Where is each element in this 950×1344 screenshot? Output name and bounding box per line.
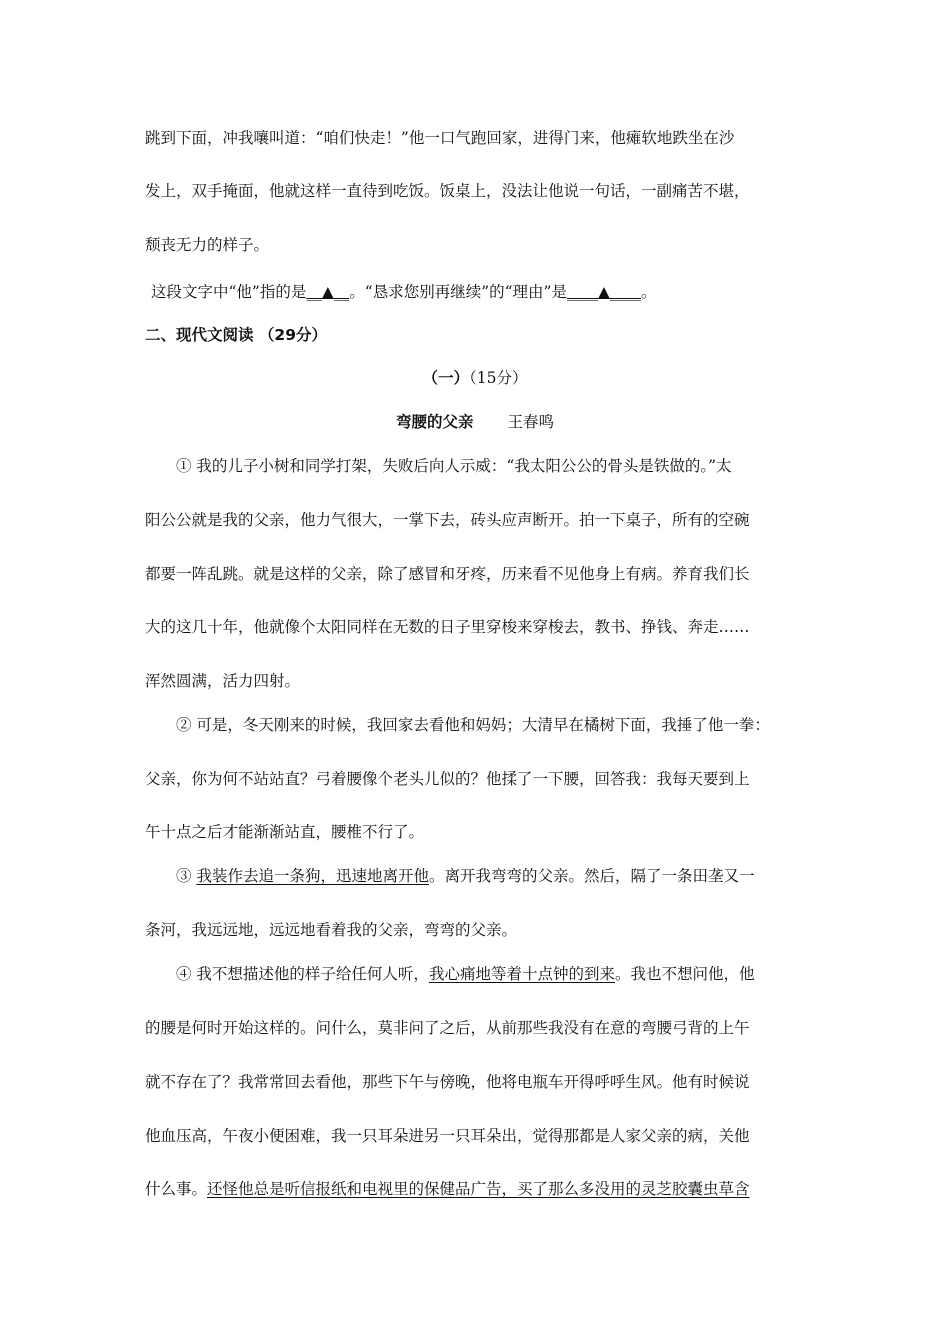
answer-blank-2[interactable]: ____▲____ bbox=[566, 283, 641, 301]
p2-line-1: ② 可是，冬天刚来的时候，我回家去看他和妈妈；大清早在橘树下面，我捶了他一拳： bbox=[176, 716, 770, 734]
question-part1: 这段文字中“他”指的是 bbox=[151, 283, 307, 301]
section-score: （29分） bbox=[258, 326, 327, 344]
p3-number: ③ bbox=[176, 867, 197, 885]
p4-underlined-sentence-1: 我心痛地等着十点钟的到来 bbox=[428, 965, 615, 983]
prev-line-1: 跳到下面，冲我嚷叫道：“咱们快走！”他一口气跑回家，进得门来，他瘫软地跌坐在沙 bbox=[145, 129, 735, 147]
p4-text-a: ④ 我不想描述他的样子给任何人听， bbox=[176, 965, 429, 983]
p2-line-2: 父亲，你为何不站站直？弓着腰像个老头儿似的？他揉了一下腰，回答我：我每天要到上 bbox=[145, 770, 750, 788]
question-part3: 。 bbox=[640, 283, 657, 301]
article-title: 弯腰的父亲 bbox=[395, 413, 474, 431]
prev-line-2: 发上，双手掩面，他就这样一直待到吃饭。饭桌上，没法让他说一句话，一副痛苦不堪， bbox=[145, 182, 750, 200]
question-line bbox=[151, 282, 656, 302]
p4-text-c: 什么事。 bbox=[145, 1180, 208, 1198]
p1-line-5: 浑然圆满，活力四射。 bbox=[145, 672, 301, 690]
p2-line-3: 午十点之后才能渐渐站直，腰椎不行了。 bbox=[145, 823, 425, 841]
p1-line-2: 阳公公就是我的父亲，他力气很大，一掌下去，砖头应声断开。拍一下桌子，所有的空碗 bbox=[145, 511, 750, 529]
subsection-score: （15分） bbox=[469, 369, 528, 387]
p4-line-5 bbox=[145, 1179, 750, 1199]
subsection-label: （一） bbox=[422, 369, 470, 387]
subsection-heading bbox=[0, 368, 950, 388]
section-heading bbox=[145, 325, 327, 345]
prev-line-3: 颓丧无力的样子。 bbox=[145, 236, 270, 254]
p4-line-1 bbox=[176, 964, 754, 984]
question-part2: 。“恳求您别再继续”的“理由”是 bbox=[349, 283, 567, 301]
p1-line-3: 都要一阵乱跳。就是这样的父亲，除了感冒和牙疼，历来看不见他身上有病。养育我们长 bbox=[145, 565, 750, 583]
p3-rest: 。离开我弯弯的父亲。然后，隔了一条田垄又一 bbox=[428, 867, 755, 885]
answer-blank-1[interactable]: __▲__ bbox=[306, 283, 350, 301]
p3-underlined-sentence: 我装作去追一条狗，迅速地离开他 bbox=[196, 867, 429, 885]
p4-text-b: 。我也不想问他，他 bbox=[614, 965, 755, 983]
p1-line-1: ① 我的儿子小树和同学打架，失败后向人示威：“我太阳公公的骨头是铁做的。”太 bbox=[176, 457, 732, 475]
p4-line-2: 的腰是何时开始这样的。问什么，莫非问了之后，从前那些我没有在意的弯腰弓背的上午 bbox=[145, 1019, 750, 1037]
article-heading bbox=[0, 412, 950, 432]
p4-line-3: 就不存在了？我常常回去看他，那些下午与傍晚，他将电瓶车开得呼呼生风。他有时候说 bbox=[145, 1073, 750, 1091]
p3-line-2: 条河，我远远地，远远地看着我的父亲，弯弯的父亲。 bbox=[145, 921, 518, 939]
article-author: 王春鸣 bbox=[507, 413, 555, 431]
p1-line-4: 大的这几十年，他就像个太阳同样在无数的日子里穿梭来穿梭去，教书、挣钱、奔走…… bbox=[145, 618, 750, 636]
p4-line-4: 他血压高，午夜小便困难，我一只耳朵进另一只耳朵出，觉得那都是人家父亲的病，关他 bbox=[145, 1127, 750, 1145]
p4-underlined-sentence-2: 还怪他总是听信报纸和电视里的保健品广告，买了那么多没用的灵芝胶囊虫草含 bbox=[207, 1180, 750, 1198]
p3-line-1 bbox=[176, 866, 754, 886]
section-title: 二、现代文阅读 bbox=[145, 326, 254, 344]
